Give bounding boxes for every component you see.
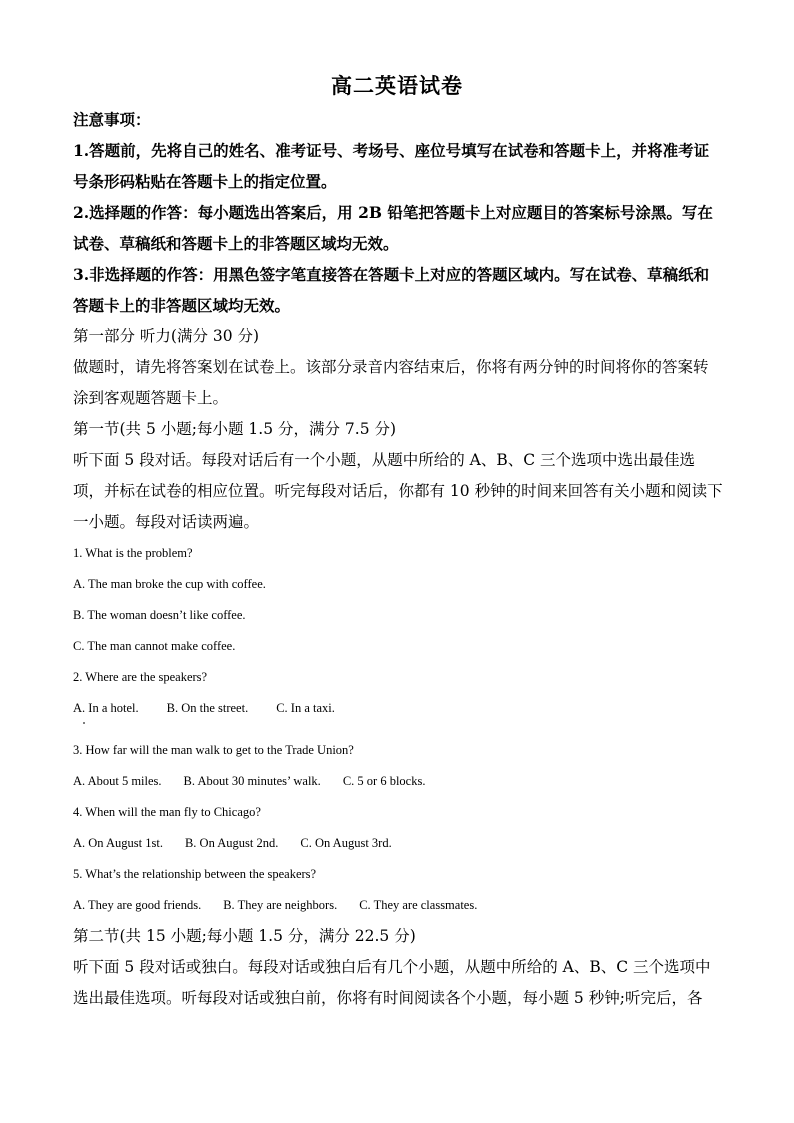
section1-instruction: 听下面 5 段对话。每段对话后有一个小题，从题中所给的 A、B、C 三个选项中选出最佳选项，并标在试卷的相应位置。听完每段对话后，你都有 10 秒钟的时间来回答有关小题和阅读下一小题。每段对话读两遍。	[73, 451, 723, 531]
q1-option-b: B. The woman doesn’t like coffee.	[73, 608, 246, 622]
q3-options	[73, 766, 723, 797]
q4-option-a: A. On August 1st.	[73, 836, 163, 850]
q4-options	[73, 828, 723, 859]
part1-instruction: 做题时，请先将答案划在试卷上。该部分录音内容结束后，你将有两分钟的时间将你的答案转涂到客观题答题卡上。	[73, 358, 709, 407]
q2-options	[73, 693, 723, 724]
notice-item-2: 2.选择题的作答：每小题选出答案后，用 2B 铅笔把答题卡上对应题目的答案标号涂黑。写在试卷、草稿纸和答题卡上的非答题区域均无效。	[73, 203, 713, 253]
q3-option-c: C. 5 or 6 blocks.	[342, 774, 426, 788]
question-5: 5. What’s the relationship between the speakers?	[73, 867, 317, 881]
q4-option-b: B. On August 2nd.	[184, 836, 279, 850]
exam-content	[73, 104, 723, 1014]
question-2: 2. Where are the speakers?	[73, 670, 208, 684]
section1-heading: 第一节(共 5 小题;每小题 1.5 分，满分 7.5 分)	[73, 420, 397, 438]
q2-option-c: C. In a taxi.	[276, 701, 335, 715]
q2-option-a: A. In a hotel.	[73, 701, 139, 715]
q5-option-a: A. They are good friends.	[73, 898, 202, 912]
section2-heading: 第二节(共 15 小题;每小题 1.5 分，满分 22.5 分)	[73, 927, 416, 945]
question-4: 4. When will the man fly to Chicago?	[73, 805, 261, 819]
q1-option-c: C. The man cannot make coffee.	[73, 639, 236, 653]
q5-option-b: B. They are neighbors.	[223, 898, 338, 912]
q2-option-b: B. On the street.	[166, 701, 249, 715]
section2-instruction: 听下面 5 段对话或独白。每段对话或独白后有几个小题，从题中所给的 A、B、C 三个选项中选出最佳选项。听每段对话或独白前，你将有时间阅读各个小题，每小题 5 秒钟;听完后，各	[73, 958, 711, 1007]
stray-dot	[83, 722, 85, 724]
q4-option-c: C. On August 3rd.	[300, 836, 392, 850]
notice-item-1: 1.答题前，先将自己的姓名、准考证号、考场号、座位号填写在试卷和答题卡上，并将准考证号条形码粘贴在答题卡上的指定位置。	[73, 141, 710, 191]
part1-heading: 第一部分 听力(满分 30 分)	[73, 327, 260, 345]
notice-heading: 注意事项：	[73, 110, 151, 129]
q5-option-c: C. They are classmates.	[359, 898, 478, 912]
notice-item-3: 3.非选择题的作答：用黑色签字笔直接答在答题卡上对应的答题区域内。写在试卷、草稿纸和答题卡上的非答题区域均无效。	[73, 265, 710, 315]
q5-options	[73, 890, 723, 921]
q1-option-a: A. The man broke the cup with coffee.	[73, 577, 266, 591]
q3-option-a: A. About 5 miles.	[73, 774, 162, 788]
q3-option-b: B. About 30 minutes’ walk.	[183, 774, 321, 788]
page-title: 高二英语试卷	[331, 73, 463, 98]
question-1: 1. What is the problem?	[73, 546, 193, 560]
question-3: 3. How far will the man walk to get to the Trade Union?	[73, 743, 354, 757]
